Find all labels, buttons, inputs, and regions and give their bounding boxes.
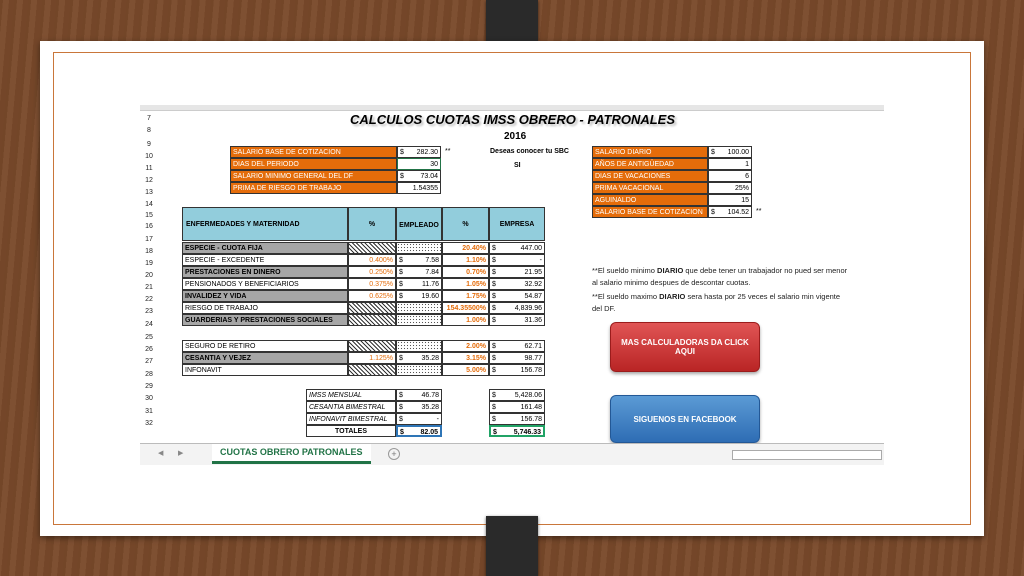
summary-empleado xyxy=(396,413,442,425)
summary-empresa-value: 5,428.06 xyxy=(514,392,542,399)
table-row-pct-company: 5.00% xyxy=(442,364,489,376)
sbc-value-cell[interactable] xyxy=(397,146,441,158)
table-row-empleado xyxy=(396,302,442,314)
sbc-calc-label: AÑOS DE ANTIGÜEDAD xyxy=(592,158,708,170)
table-row-pct-company: 3.15% xyxy=(442,352,489,364)
row-number: 32 xyxy=(145,420,153,427)
table-row-label: PENSIONADOS Y BENEFICIARIOS xyxy=(182,278,348,290)
sbc-calc-value-cell[interactable] xyxy=(708,158,752,170)
table-row-label: PRESTACIONES EN DINERO xyxy=(182,266,348,278)
table-row-pct-employee: 1.125% xyxy=(348,352,396,364)
totals-label: TOTALES xyxy=(306,425,396,437)
sbc-calc-label: SALARIO BASE DE COTIZACION xyxy=(592,206,708,218)
tab-next-icon[interactable]: ▶ xyxy=(178,450,184,457)
sbc-calc-value: 104.52 xyxy=(727,209,749,216)
smg-currency: $ xyxy=(400,173,404,180)
currency-sign: $ xyxy=(492,305,496,312)
row-number: 30 xyxy=(145,395,153,402)
empresa-value: - xyxy=(539,257,542,264)
row-number: 29 xyxy=(145,383,153,390)
sbc-calc-label: PRIMA VACACIONAL xyxy=(592,182,708,194)
table-row-label: ESPECIE - EXCEDENTE xyxy=(182,254,348,266)
table-row-empleado xyxy=(396,352,442,364)
currency-sign: $ xyxy=(399,416,403,423)
sbc-answer[interactable]: SI xyxy=(514,162,521,169)
sbc-currency: $ xyxy=(400,149,404,156)
summary-label: CESANTIA BIMESTRAL xyxy=(306,401,396,413)
currency-sign: $ xyxy=(492,269,496,276)
empleado-value: 7.84 xyxy=(425,269,439,276)
row-number: 7 xyxy=(147,115,151,122)
note-maximum xyxy=(592,291,852,315)
currency-sign: $ xyxy=(492,317,496,324)
table-row-empresa xyxy=(489,340,545,352)
totals-empresa xyxy=(489,425,545,437)
note-maximum-bold: DIARIO xyxy=(659,292,686,301)
empleado-value: 19.60 xyxy=(421,293,439,300)
row-number: 22 xyxy=(145,296,153,303)
empresa-value: 4,839.96 xyxy=(514,305,542,312)
note-minimum-pre: **El sueldo minimo xyxy=(592,266,658,275)
note-maximum-post: sera hasta por 25 veces el salario min vigente del DF. xyxy=(592,292,841,313)
sbc-calc-value-cell[interactable] xyxy=(708,182,752,194)
column-header-strip xyxy=(140,105,884,111)
table-row-pct-company: 0.70% xyxy=(442,266,489,278)
empresa-value: 54.87 xyxy=(524,293,542,300)
sbc-calc-value-cell[interactable] xyxy=(708,206,752,218)
summary-empleado-value: 35.28 xyxy=(421,404,439,411)
sbc-calc-value: 15 xyxy=(741,197,749,204)
sbc-calc-mark: ** xyxy=(756,208,762,215)
summary-empleado-value: 46.78 xyxy=(421,392,439,399)
sbc-calc-label: AGUINALDO xyxy=(592,194,708,206)
row-number: 24 xyxy=(145,321,153,328)
smg-label: SALARIO MINIMO GENERAL DEL DF xyxy=(230,170,397,182)
totals-empresa-value: 5,746.33 xyxy=(513,429,541,436)
currency-sign: $ xyxy=(399,257,403,264)
header-concept: ENFERMEDADES Y MATERNIDAD xyxy=(182,207,348,241)
table-row-pct-employee xyxy=(348,340,396,352)
row-number: 28 xyxy=(145,371,153,378)
table-row-label: GUARDERIAS Y PRESTACIONES SOCIALES xyxy=(182,314,348,326)
table-row-label: INFONAVIT xyxy=(182,364,348,376)
currency-sign: $ xyxy=(399,281,403,288)
table-row-empresa xyxy=(489,278,545,290)
sbc-mark: ** xyxy=(445,148,451,155)
summary-empleado xyxy=(396,401,442,413)
table-row-label: RIESGO DE TRABAJO xyxy=(182,302,348,314)
sbc-calc-value-cell[interactable] xyxy=(708,170,752,182)
summary-label: INFONAVIT BIMESTRAL xyxy=(306,413,396,425)
row-number: 26 xyxy=(145,346,153,353)
currency-sign: $ xyxy=(492,355,496,362)
table-row-pct-company: 1.10% xyxy=(442,254,489,266)
sbc-label: SALARIO BASE DE COTIZACION xyxy=(230,146,397,158)
currency-sign: $ xyxy=(492,404,496,411)
sheet-title: CALCULOS CUOTAS IMSS OBRERO - PATRONALES xyxy=(350,112,675,127)
currency-sign: $ xyxy=(400,429,404,436)
header-pct-employee: % xyxy=(348,207,396,241)
note-minimum-post: que debe tener un trabajador no pued ser menor al salario minimo despues de descontar cuotas. xyxy=(592,266,848,287)
sbc-question: Deseas conocer tu SBC xyxy=(490,148,569,155)
table-row-empleado xyxy=(396,290,442,302)
table-row-pct-company: 2.00% xyxy=(442,340,489,352)
summary-label: IMSS MENSUAL xyxy=(306,389,396,401)
summary-empresa-value: 161.48 xyxy=(520,404,542,411)
sbc-calc-value: 1 xyxy=(745,161,749,168)
currency-sign: $ xyxy=(399,404,403,411)
table-row-empleado xyxy=(396,242,442,254)
spreadsheet-view[interactable] xyxy=(140,105,884,465)
table-row-pct-company: 20.40% xyxy=(442,242,489,254)
summary-empleado-value: - xyxy=(436,416,439,423)
row-number: 8 xyxy=(147,127,151,134)
currency-sign: $ xyxy=(399,269,403,276)
binder-clip-bottom xyxy=(486,516,538,576)
horizontal-scrollbar[interactable] xyxy=(732,450,882,460)
table-row-pct-company: 1.05% xyxy=(442,278,489,290)
smg-value: 73.04 xyxy=(420,173,438,180)
empresa-value: 447.00 xyxy=(520,245,542,252)
table-row-empresa xyxy=(489,290,545,302)
currency-sign: $ xyxy=(492,281,496,288)
empleado-value: 11.76 xyxy=(422,281,439,288)
sbc-calc-label: SALARIO DIARIO xyxy=(592,146,708,158)
currency-sign: $ xyxy=(492,416,496,423)
row-number: 19 xyxy=(145,260,153,267)
note-minimum xyxy=(592,265,852,289)
sbc-calc-currency: $ xyxy=(711,209,715,216)
table-row-label: CESANTIA Y VEJEZ xyxy=(182,352,348,364)
header-pct-company: % xyxy=(442,207,489,241)
table-row-label: ESPECIE - CUOTA FIJA xyxy=(182,242,348,254)
table-row-label: SEGURO DE RETIRO xyxy=(182,340,348,352)
empleado-value: 35.28 xyxy=(421,355,439,362)
table-row-empresa xyxy=(489,364,545,376)
totals-empleado xyxy=(396,425,442,437)
currency-sign: $ xyxy=(492,293,496,300)
prima-label: PRIMA DE RIESGO DE TRABAJO xyxy=(230,182,397,194)
note-minimum-bold: DIARIO xyxy=(657,266,684,275)
row-number: 15 xyxy=(145,212,153,219)
table-row-empresa xyxy=(489,242,545,254)
row-number-gutter xyxy=(140,111,158,447)
dias-label: DIAS DEL PERIODO xyxy=(230,158,397,170)
table-row-empresa xyxy=(489,314,545,326)
currency-sign: $ xyxy=(399,392,403,399)
sheet-year: 2016 xyxy=(504,131,527,142)
row-number: 9 xyxy=(147,141,151,148)
table-row-empleado xyxy=(396,266,442,278)
sheet-tab-bar xyxy=(140,443,884,465)
table-row-pct-employee xyxy=(348,242,396,254)
table-row-empresa xyxy=(489,302,545,314)
table-row-pct-company: 1.00% xyxy=(442,314,489,326)
empresa-value: 156.78 xyxy=(520,367,542,374)
table-row-pct-employee xyxy=(348,302,396,314)
row-number: 16 xyxy=(145,223,153,230)
empresa-value: 31.36 xyxy=(524,317,542,324)
sbc-calc-label: DIAS DE VACACIONES xyxy=(592,170,708,182)
sbc-calc-value: 25% xyxy=(734,185,749,192)
empresa-value: 62.71 xyxy=(524,343,542,350)
prima-value[interactable]: 1.54355 xyxy=(397,182,441,194)
table-row-empresa xyxy=(489,266,545,278)
table-row-pct-employee: 0.400% xyxy=(348,254,396,266)
row-number: 13 xyxy=(145,189,153,196)
summary-empleado xyxy=(396,389,442,401)
more-calculators-button[interactable]: MAS CALCULADORAS DA CLICK AQUI xyxy=(610,322,760,372)
table-row-empresa xyxy=(489,352,545,364)
table-row-label: INVALIDEZ Y VIDA xyxy=(182,290,348,302)
row-number: 12 xyxy=(145,177,153,184)
table-row-pct-employee xyxy=(348,364,396,376)
add-sheet-icon[interactable]: + xyxy=(388,448,400,460)
currency-sign: $ xyxy=(492,343,496,350)
currency-sign: $ xyxy=(492,257,496,264)
table-row-empleado xyxy=(396,364,442,376)
currency-sign: $ xyxy=(399,293,403,300)
row-number: 10 xyxy=(145,153,153,160)
smg-value-cell[interactable] xyxy=(397,170,441,182)
currency-sign: $ xyxy=(399,355,403,362)
empleado-value: 7.58 xyxy=(425,257,439,264)
currency-sign: $ xyxy=(492,245,496,252)
table-row-pct-employee: 0.250% xyxy=(348,266,396,278)
table-row-empresa xyxy=(489,254,545,266)
row-number: 18 xyxy=(145,248,153,255)
table-row-pct-employee: 0.375% xyxy=(348,278,396,290)
table-row-pct-employee: 0.625% xyxy=(348,290,396,302)
table-row-empleado xyxy=(396,278,442,290)
row-number: 23 xyxy=(145,308,153,315)
table-row-pct-employee xyxy=(348,314,396,326)
row-number: 11 xyxy=(145,165,153,172)
sbc-calc-currency: $ xyxy=(711,149,715,156)
currency-sign: $ xyxy=(492,392,496,399)
summary-empresa xyxy=(489,413,545,425)
table-row-pct-company: 154.35500% xyxy=(442,302,489,314)
summary-empresa-value: 156.78 xyxy=(520,416,542,423)
empresa-value: 21.95 xyxy=(524,269,542,276)
row-number: 21 xyxy=(145,284,153,291)
table-row-empleado xyxy=(396,314,442,326)
header-empresa: EMPRESA xyxy=(489,207,545,241)
empresa-value: 98.77 xyxy=(524,355,542,362)
sheet-tab-cuotas[interactable]: CUOTAS OBRERO PATRONALES xyxy=(212,444,371,464)
sbc-calc-value: 100.00 xyxy=(727,149,749,156)
row-number: 27 xyxy=(145,358,153,365)
currency-sign: $ xyxy=(492,367,496,374)
row-number: 20 xyxy=(145,272,153,279)
sbc-calc-value-cell[interactable] xyxy=(708,146,752,158)
note-maximum-pre: **El sueldo maximo xyxy=(592,292,660,301)
tab-prev-icon[interactable]: ◀ xyxy=(158,450,164,457)
header-empleado: EMPLEADO xyxy=(396,207,442,241)
summary-empresa xyxy=(489,389,545,401)
empresa-value: 32.92 xyxy=(524,281,542,288)
table-row-empleado xyxy=(396,254,442,266)
totals-empleado-value: 82.05 xyxy=(420,429,438,436)
sbc-calc-value: 6 xyxy=(745,173,749,180)
row-number: 31 xyxy=(145,408,153,415)
dias-value[interactable]: 30 xyxy=(397,158,441,170)
row-number: 25 xyxy=(145,334,153,341)
sbc-calc-value-cell[interactable] xyxy=(708,194,752,206)
row-number: 14 xyxy=(145,201,153,208)
row-number: 17 xyxy=(145,236,153,243)
facebook-button[interactable]: SIGUENOS EN FACEBOOK xyxy=(610,395,760,443)
sbc-value: 282.30 xyxy=(416,149,438,156)
table-row-pct-company: 1.75% xyxy=(442,290,489,302)
summary-empresa xyxy=(489,401,545,413)
table-row-empleado xyxy=(396,340,442,352)
currency-sign: $ xyxy=(493,429,497,436)
